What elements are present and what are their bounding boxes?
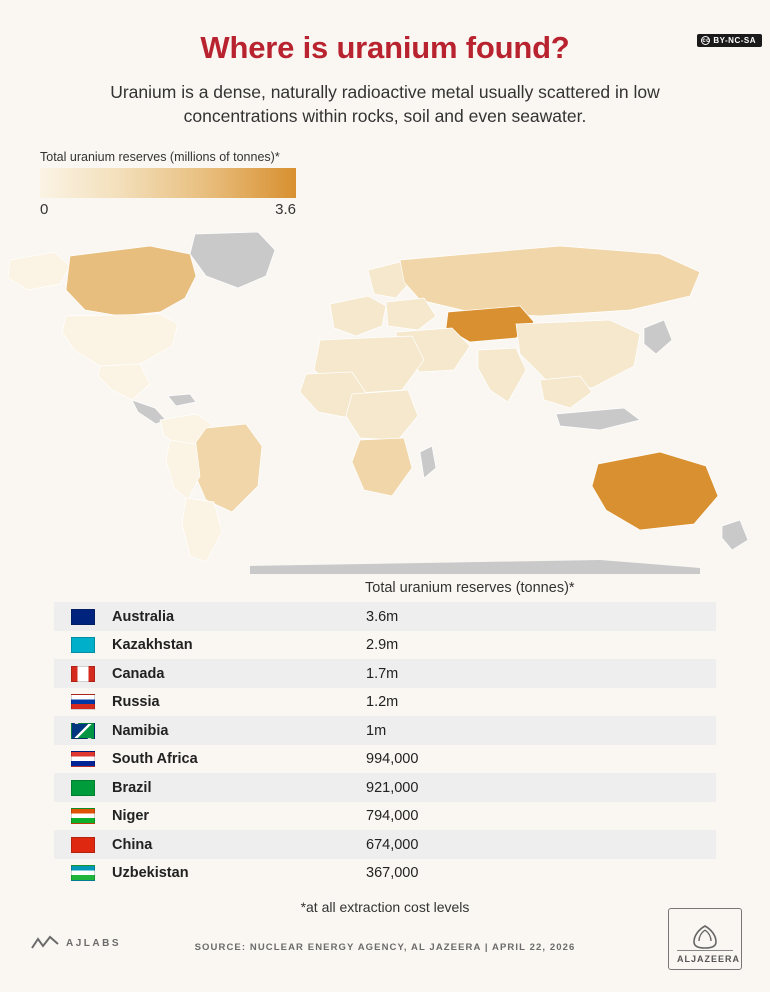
country-name: Niger [112,808,150,825]
country-value: 1.7m [366,665,399,682]
country-value: 994,000 [366,751,419,768]
page-title: Where is uranium found? [200,30,570,65]
country-australia [592,452,718,530]
country-mexico [98,364,150,400]
country-caribbean [168,394,196,406]
flag-cell [54,830,112,859]
footnote: *at all extraction cost levels [300,899,470,916]
country-name: Kazakhstan [112,637,193,654]
country-value: 921,000 [366,779,419,796]
country-name: South Africa [112,751,198,768]
country-name: Canada [112,665,165,682]
country-name: Brazil [112,779,152,796]
flag-cell [54,745,112,774]
license-badge [697,34,762,47]
country-value: 674,000 [366,836,419,853]
country-value: 794,000 [366,808,419,825]
table-row [54,830,716,859]
country-name: Russia [112,694,160,711]
country-greenland [190,232,275,288]
flag-icon-russia [71,694,95,710]
table-row [54,631,716,660]
creative-commons-icon: cc [702,38,711,44]
flag-icon-south-africa [71,751,95,767]
table-column-header: Total uranium reserves (tonnes)* [365,580,575,597]
country-madagascar [420,446,436,478]
country-western-europe [330,296,386,336]
flag-icon-canada [71,666,95,682]
country-alaska [8,252,70,290]
aljazeera-emblem-icon [688,924,722,950]
table-row [54,859,716,888]
flag-icon-china [71,837,95,853]
country-brazil [192,424,262,512]
legend-min-value: 0 [40,201,49,219]
flag-icon-brazil [71,780,95,796]
source-line: SOURCE: NUCLEAR ENERGY AGENCY, AL JAZEERA | APRIL 22, 2026 [194,942,576,953]
flag-icon-australia [71,609,95,625]
flag-cell [54,716,112,745]
legend-gradient-bar [40,168,296,198]
page-subtitle: Uranium is a dense, naturally radioactive metal usually scattered in low concentrations within rocks, soil and even seawater. [110,82,660,127]
table-row [54,802,716,831]
table-row [54,773,716,802]
flag-cell [54,659,112,688]
country-value: 1m [366,722,387,739]
country-central-africa [346,390,418,440]
country-antarctica [250,560,700,574]
legend-title: Total uranium reserves (millions of tonnes)* [40,150,280,165]
flag-cell [54,602,112,631]
flag-icon-niger [71,808,95,824]
table-row [54,745,716,774]
reserves-table [54,602,716,887]
flag-cell [54,859,112,888]
country-name: Uzbekistan [112,865,189,882]
flag-icon-namibia [71,723,95,739]
country-united-states [62,314,178,366]
country-value: 1.2m [366,694,399,711]
country-russia [400,246,700,316]
flag-cell [54,773,112,802]
aljazeera-label: ALJAZEERA [677,950,733,964]
flag-cell [54,631,112,660]
country-value: 2.9m [366,637,399,654]
country-value: 367,000 [366,865,419,882]
flag-cell [54,802,112,831]
legend-max-value: 3.6 [275,201,296,219]
aljazeera-logo [668,908,742,970]
country-india [478,348,526,402]
table-row [54,688,716,717]
country-peru-bolivia [166,440,200,500]
country-new-zealand [722,520,748,550]
table-row [54,602,716,631]
legend-ticks [40,201,296,218]
table-row [54,716,716,745]
map-legend [40,150,300,218]
world-map-svg [0,224,770,574]
country-argentina-chile [182,498,222,562]
flag-icon-kazakhstan [71,637,95,653]
footer [0,930,770,974]
table-row [54,659,716,688]
license-label: BY-NC-SA [713,36,756,45]
country-name: Australia [112,608,175,625]
world-map [0,224,770,574]
country-name: Namibia [112,722,169,739]
country-eastern-europe [386,298,436,330]
country-value: 3.6m [366,608,399,625]
ajlabs-label: AJLABS [66,937,122,949]
flag-icon-uzbekistan [71,865,95,881]
country-name: China [112,836,153,853]
country-canada [66,246,196,316]
country-southern-africa [352,438,412,496]
country-indonesia [556,408,640,430]
country-japan [644,320,672,354]
flag-cell [54,688,112,717]
